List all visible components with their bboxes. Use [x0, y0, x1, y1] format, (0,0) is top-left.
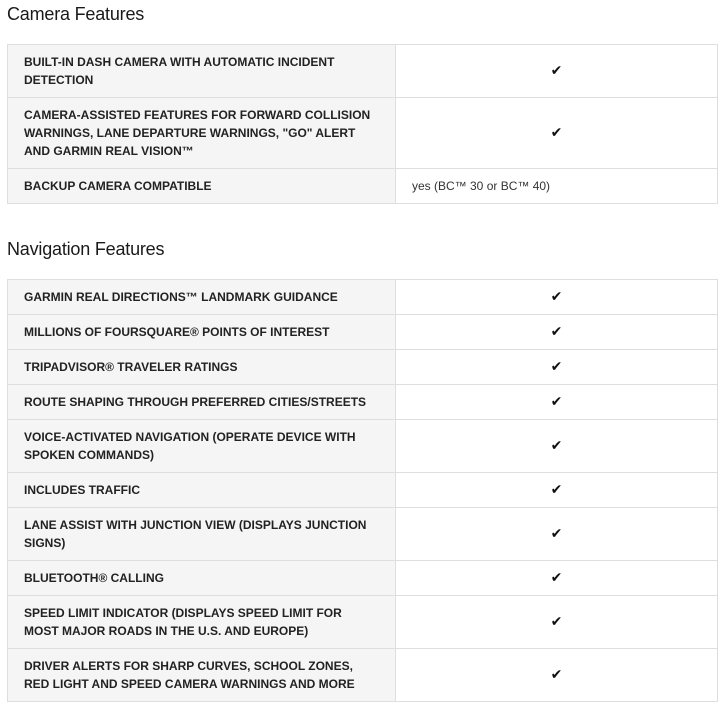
table-row: [8, 315, 718, 350]
feature-value: [396, 350, 718, 385]
feature-label: TRIPADVISOR® TRAVELER RATINGS: [8, 350, 396, 385]
feature-value: [396, 473, 718, 508]
feature-value: [396, 385, 718, 420]
navigation-features-table: [7, 279, 718, 702]
feature-value: [396, 561, 718, 596]
table-row: [8, 169, 718, 204]
feature-label: BUILT-IN DASH CAMERA WITH AUTOMATIC INCIDENT DETECTION: [8, 45, 396, 98]
table-row: [8, 385, 718, 420]
check-icon: ✔: [550, 324, 563, 340]
navigation-features-title: Navigation Features: [7, 239, 165, 259]
table-row: [8, 45, 718, 98]
feature-label: INCLUDES TRAFFIC: [8, 473, 396, 508]
feature-label: DRIVER ALERTS FOR SHARP CURVES, SCHOOL ZONES, RED LIGHT AND SPEED CAMERA WARNINGS AND MORE: [8, 649, 396, 702]
table-row: [8, 649, 718, 702]
table-row: [8, 508, 718, 561]
feature-value-text: yes (BC™ 30 or BC™ 40): [396, 169, 718, 204]
table-row: [8, 350, 718, 385]
feature-value: [396, 280, 718, 315]
check-icon: ✔: [550, 359, 563, 375]
table-row: [8, 420, 718, 473]
feature-label: SPEED LIMIT INDICATOR (DISPLAYS SPEED LIMIT FOR MOST MAJOR ROADS IN THE U.S. AND EUROPE): [8, 596, 396, 649]
feature-label: LANE ASSIST WITH JUNCTION VIEW (DISPLAYS JUNCTION SIGNS): [8, 508, 396, 561]
table-row: [8, 280, 718, 315]
camera-features-title: Camera Features: [7, 4, 145, 24]
feature-label: BACKUP CAMERA COMPATIBLE: [8, 169, 396, 204]
feature-label: VOICE-ACTIVATED NAVIGATION (OPERATE DEVICE WITH SPOKEN COMMANDS): [8, 420, 396, 473]
table-row: [8, 98, 718, 169]
check-icon: ✔: [550, 438, 563, 454]
table-row: [8, 596, 718, 649]
navigation-features-body: [8, 280, 718, 702]
check-icon: ✔: [550, 614, 563, 630]
table-row: [8, 473, 718, 508]
camera-features-table: [7, 44, 718, 204]
feature-value: [396, 420, 718, 473]
check-icon: ✔: [550, 289, 563, 305]
table-row: [8, 561, 718, 596]
feature-value: [396, 98, 718, 169]
feature-label: CAMERA-ASSISTED FEATURES FOR FORWARD COLLISION WARNINGS, LANE DEPARTURE WARNINGS, "GO" ALERT AND GARMIN REAL VISION™: [8, 98, 396, 169]
check-icon: ✔: [550, 482, 563, 498]
camera-features-body: [8, 45, 718, 204]
check-icon: ✔: [550, 570, 563, 586]
feature-label: MILLIONS OF FOURSQUARE® POINTS OF INTEREST: [8, 315, 396, 350]
check-icon: ✔: [550, 63, 563, 79]
check-icon: ✔: [550, 125, 563, 141]
feature-value: [396, 596, 718, 649]
feature-value: [396, 315, 718, 350]
feature-label: BLUETOOTH® CALLING: [8, 561, 396, 596]
feature-value: [396, 649, 718, 702]
feature-value: [396, 508, 718, 561]
check-icon: ✔: [550, 667, 563, 683]
check-icon: ✔: [550, 394, 563, 410]
feature-label: GARMIN REAL DIRECTIONS™ LANDMARK GUIDANCE: [8, 280, 396, 315]
check-icon: ✔: [550, 526, 563, 542]
feature-value: [396, 45, 718, 98]
feature-label: ROUTE SHAPING THROUGH PREFERRED CITIES/STREETS: [8, 385, 396, 420]
